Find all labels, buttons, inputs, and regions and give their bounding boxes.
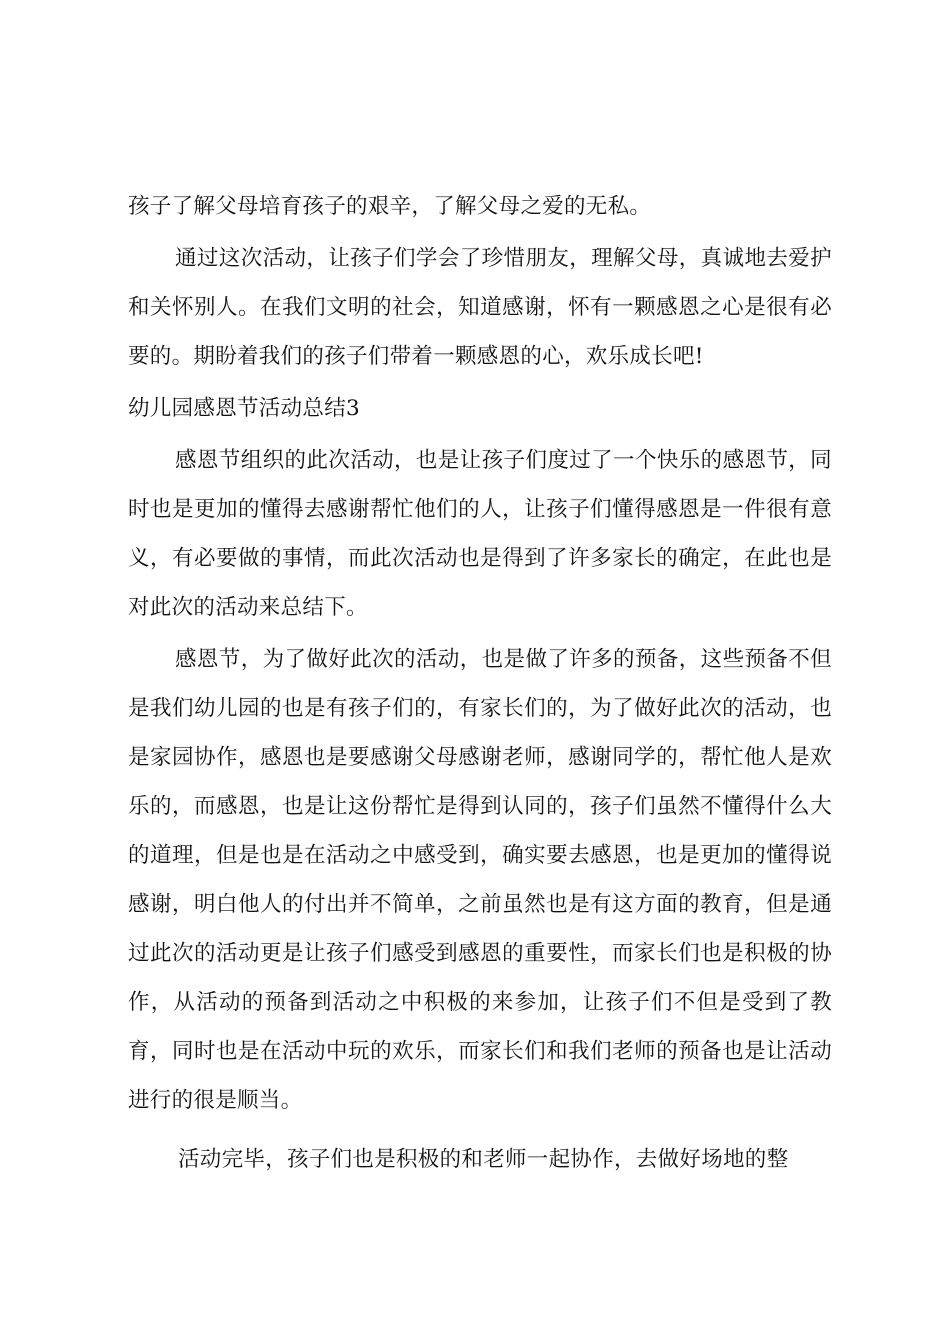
paragraph-conclusion: 通过这次活动，让孩子们学会了珍惜朋友，理解父母，真诚地去爱护和关怀别人。在我们文明的社会，知道感谢，怀有一颗感恩之心是很有必要的。期盼着我们的孩子们带着一颗感恩的心，欢乐成长吧!	[128, 246, 832, 369]
paragraph-continuation: 孩子了解父母培育孩子的艰辛，了解父母之爱的无私。	[128, 194, 652, 219]
paragraph-preparation: 感恩节，为了做好此次的活动，也是做了许多的预备，这些预备不但是我们幼儿园的也是有孩子们的，有家长们的，为了做好此次的活动，也是家园协作，感恩也是要感谢父母感谢老师，感谢同学的，帮忙他人是欢乐的，而感恩，也是让这份帮忙是得到认同的，孩子们虽然不懂得什么大的道理，但是也是在活动之中感受到，确实要去感恩，也是更加的懂得说感谢，明白他人的付出并不简单，之前虽然也是有这方面的教育，但是通过此次的活动更是让孩子们感受到感恩的重要性，而家长们也是积极的协作，从活动的预备到活动之中积极的来参加，让孩子们不但是受到了教育，同时也是在活动中玩的欢乐，而家长们和我们老师的预备也是让活动进行的很是顺当。	[128, 647, 832, 1113]
document-body	[128, 182, 832, 1187]
paragraph-intro: 感恩节组织的此次活动，也是让孩子们度过了一个快乐的感恩节，同时也是更加的懂得去感谢帮忙他们的人，让孩子们懂得感恩是一件很有意义，有必要做的事情，而此次活动也是得到了许多家长的确定，在此也是对此次的活动来总结下。	[128, 448, 832, 620]
paragraph-closing: 活动完毕，孩子们也是积极的和老师一起协作，去做好场地的整	[178, 1147, 789, 1172]
section-heading: 幼儿园感恩节活动总结3	[128, 396, 360, 421]
